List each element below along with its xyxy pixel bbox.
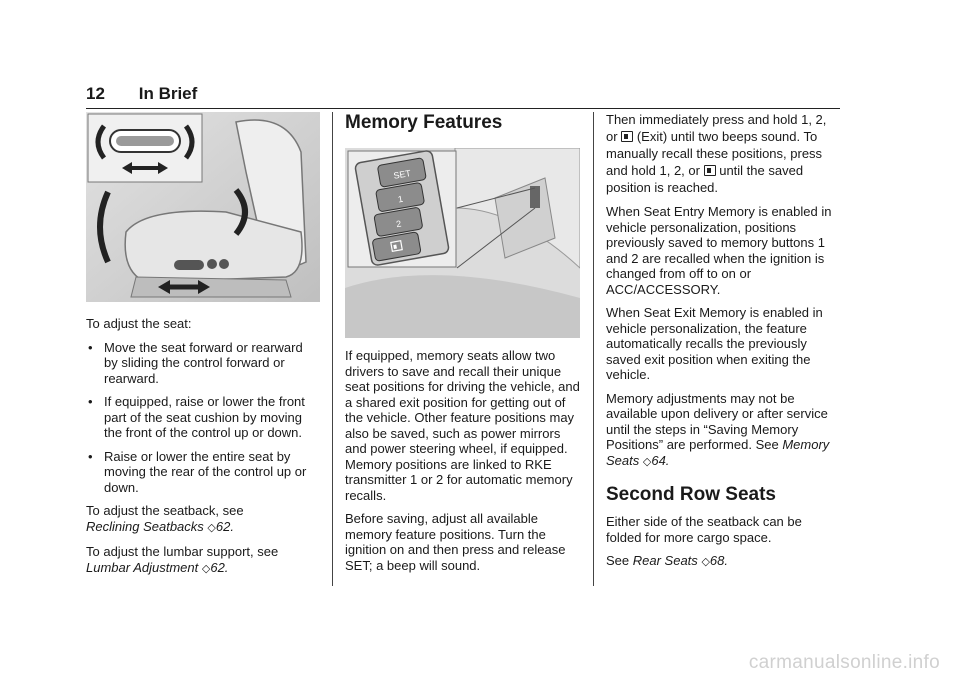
seat-exit-memory-paragraph: When Seat Exit Memory is enabled in vehicle personalization, the feature automatically recalls the previously saved exit position when exiting the vehicle. [606,305,823,382]
see-text: See [606,553,630,568]
lumbar-paragraph [86,544,320,577]
column-3 [606,111,840,579]
column-divider-2 [593,112,594,586]
exit-button-icon [704,165,716,176]
memory-seats-link[interactable]: Memory Seats [606,437,830,468]
seatback-text: To adjust the seatback, see [86,503,244,518]
second-row-seats-heading: Second Row Seats [606,484,776,505]
bullet-item: • Raise or lower the entire seat by moving the rear of the control up or down. [88,448,307,495]
seat-adjust-intro: To adjust the seat: [86,316,192,331]
lumbar-page-ref[interactable]: 62. [210,559,229,575]
page-ref-arrow-icon: ◇ [201,562,211,575]
memory-2-button-label: 2 [395,218,403,230]
bullet-item: • Move the seat forward or rearward by sliding the control forward or rearward. [88,339,303,386]
rear-seats-link[interactable]: Rear Seats [632,553,698,568]
page-number: 12 [86,84,105,103]
lumbar-adjustment-link[interactable]: Lumbar Adjustment [86,559,199,575]
seat-entry-memory-paragraph: When Seat Entry Memory is enabled in vehicle personalization, positions previously saved to memory buttons 1 and 2 are recalled when the ignition is changed from off to on or ACC/ACCESSORY. [606,204,832,297]
column-2 [345,112,580,581]
bullet-text: Raise or lower the entire seat by moving the rear of the control up or down. [104,448,307,495]
section-title: In Brief [138,84,198,103]
memory-features-heading: Memory Features [345,112,503,133]
bullet-text: Move the seat forward or rearward by sliding the control forward or rearward. [104,339,303,386]
memory-availability-paragraph [606,391,840,471]
page-header [86,84,840,109]
recall-text-b: (Exit) until two beeps sound. To manually recall these positions, press and hold 1, 2, or [606,129,823,178]
page-ref-arrow-icon: ◇ [207,521,216,534]
seatback-paragraph [86,503,320,536]
availability-text: Memory adjustments may not be available upon delivery or after service until the steps in “Saving Memory Positions” are performed. See [606,390,828,452]
page-ref-arrow-icon: ◇ [701,556,710,568]
rear-seats-paragraph [606,553,840,571]
second-row-paragraph: Either side of the seatback can be folded for more cargo space. [606,514,802,545]
rear-seats-page-ref[interactable]: 68. [709,553,728,568]
seatback-page-ref[interactable]: 62. [215,518,234,534]
exit-button-icon [621,131,633,142]
column-1 [86,112,320,585]
memory-seats-page-ref[interactable]: 64. [651,452,670,468]
recall-text-a: Then immediately press and hold 1, 2, or [606,112,827,144]
bullet-item: • If equipped, raise or lower the front part of the seat cushion by moving the front of the control up or down. [88,394,305,440]
power-seat-illustration [86,112,320,302]
memory-recall-paragraph [606,111,840,196]
reclining-seatbacks-link[interactable]: Reclining Seatbacks [86,518,204,534]
watermark-footer: carmanualsonline.info [748,652,940,673]
recall-text-c: until the saved position is reached. [606,163,804,195]
memory-buttons-illustration [345,148,580,338]
page-ref-arrow-icon: ◇ [642,455,652,468]
memory-1-button-label: 1 [397,193,404,205]
bullet-text: If equipped, raise or lower the front part of the seat cushion by moving the front of the control up or down. [104,394,305,440]
set-button-label: SET [392,168,412,181]
memory-saving-paragraph: Before saving, adjust all available memory feature positions. Turn the ignition on and then press and release SET; a beep will sound. [345,511,566,573]
column-divider-1 [332,112,333,586]
memory-intro-paragraph: If equipped, memory seats allow two drivers to save and recall their unique seat positions for driving the vehicle, and a shared exit position for getting out of the vehicle. Other feature positions may also be saved, such as power mirrors and power steering wheel, if equipped. Memory positions are linked to RKE transmitter 1 or 2 for automatic memory recalls. [345,348,580,503]
lumbar-text: To adjust the lumbar support, see [86,544,279,559]
